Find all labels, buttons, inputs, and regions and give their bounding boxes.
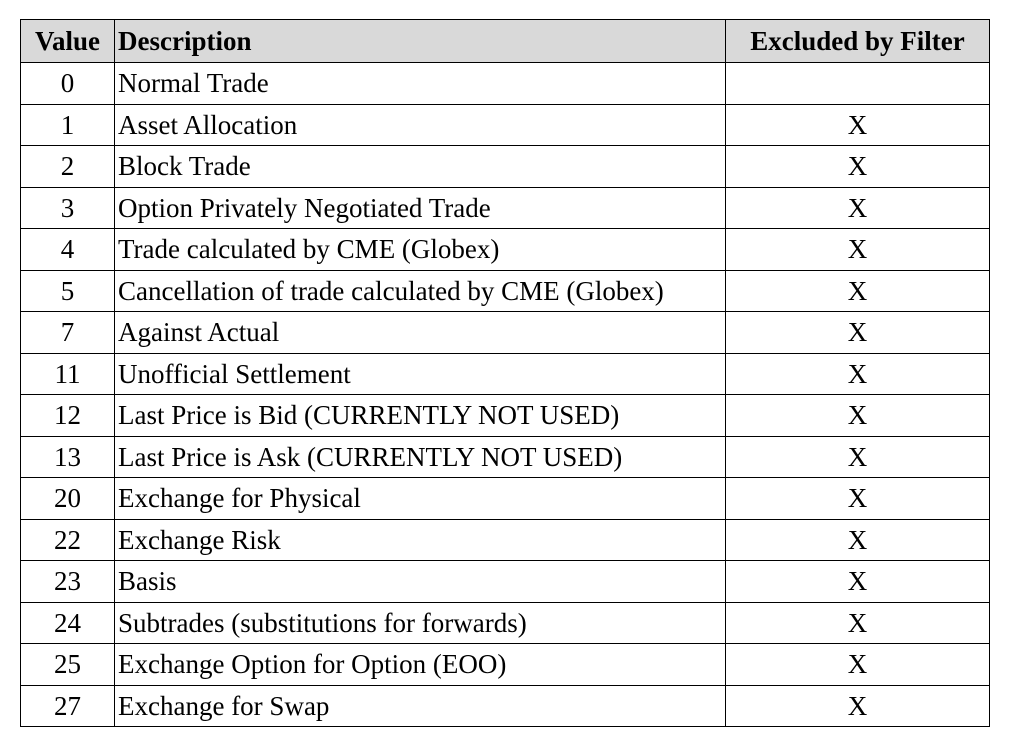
cell-description: Exchange for Swap xyxy=(115,685,726,727)
column-header-excluded-by-filter: Excluded by Filter xyxy=(726,20,990,63)
cell-excluded: X xyxy=(726,478,990,520)
cell-excluded xyxy=(726,63,990,105)
table-row xyxy=(21,187,990,229)
table-body xyxy=(21,63,990,727)
table-row xyxy=(21,146,990,188)
cell-excluded: X xyxy=(726,312,990,354)
cell-description: Normal Trade xyxy=(115,63,726,105)
cell-excluded: X xyxy=(726,561,990,603)
cell-excluded: X xyxy=(726,395,990,437)
table-row xyxy=(21,602,990,644)
cell-description: Exchange Option for Option (EOO) xyxy=(115,644,726,686)
table-row xyxy=(21,270,990,312)
cell-value: 23 xyxy=(21,561,115,603)
cell-excluded: X xyxy=(726,104,990,146)
cell-excluded: X xyxy=(726,270,990,312)
cell-description: Against Actual xyxy=(115,312,726,354)
cell-excluded: X xyxy=(726,436,990,478)
column-header-value: Value xyxy=(21,20,115,63)
cell-value: 1 xyxy=(21,104,115,146)
cell-value: 11 xyxy=(21,353,115,395)
cell-value: 27 xyxy=(21,685,115,727)
cell-description: Exchange Risk xyxy=(115,519,726,561)
cell-description: Last Price is Ask (CURRENTLY NOT USED) xyxy=(115,436,726,478)
cell-value: 0 xyxy=(21,63,115,105)
trade-type-table-container xyxy=(20,19,990,727)
cell-value: 4 xyxy=(21,229,115,271)
cell-description: Basis xyxy=(115,561,726,603)
cell-description: Option Privately Negotiated Trade xyxy=(115,187,726,229)
cell-description: Subtrades (substitutions for forwards) xyxy=(115,602,726,644)
cell-description: Exchange for Physical xyxy=(115,478,726,520)
cell-description: Asset Allocation xyxy=(115,104,726,146)
table-row xyxy=(21,436,990,478)
cell-value: 20 xyxy=(21,478,115,520)
cell-description: Last Price is Bid (CURRENTLY NOT USED) xyxy=(115,395,726,437)
cell-value: 5 xyxy=(21,270,115,312)
cell-value: 13 xyxy=(21,436,115,478)
table-row xyxy=(21,685,990,727)
cell-excluded: X xyxy=(726,602,990,644)
column-header-description: Description xyxy=(115,20,726,63)
cell-description: Block Trade xyxy=(115,146,726,188)
table-row xyxy=(21,478,990,520)
table-row xyxy=(21,561,990,603)
cell-excluded: X xyxy=(726,644,990,686)
table-row xyxy=(21,519,990,561)
table-row xyxy=(21,644,990,686)
trade-type-table xyxy=(20,19,990,727)
cell-value: 25 xyxy=(21,644,115,686)
cell-value: 22 xyxy=(21,519,115,561)
cell-value: 3 xyxy=(21,187,115,229)
cell-excluded: X xyxy=(726,353,990,395)
cell-excluded: X xyxy=(726,519,990,561)
cell-description: Trade calculated by CME (Globex) xyxy=(115,229,726,271)
cell-excluded: X xyxy=(726,685,990,727)
cell-excluded: X xyxy=(726,187,990,229)
table-row xyxy=(21,104,990,146)
table-row xyxy=(21,353,990,395)
cell-excluded: X xyxy=(726,229,990,271)
cell-excluded: X xyxy=(726,146,990,188)
cell-description: Unofficial Settlement xyxy=(115,353,726,395)
cell-value: 2 xyxy=(21,146,115,188)
table-header xyxy=(21,20,990,63)
cell-value: 24 xyxy=(21,602,115,644)
cell-value: 7 xyxy=(21,312,115,354)
table-row xyxy=(21,312,990,354)
cell-value: 12 xyxy=(21,395,115,437)
table-row xyxy=(21,395,990,437)
table-row xyxy=(21,63,990,105)
cell-description: Cancellation of trade calculated by CME (Globex) xyxy=(115,270,726,312)
table-row xyxy=(21,229,990,271)
header-row xyxy=(21,20,990,63)
